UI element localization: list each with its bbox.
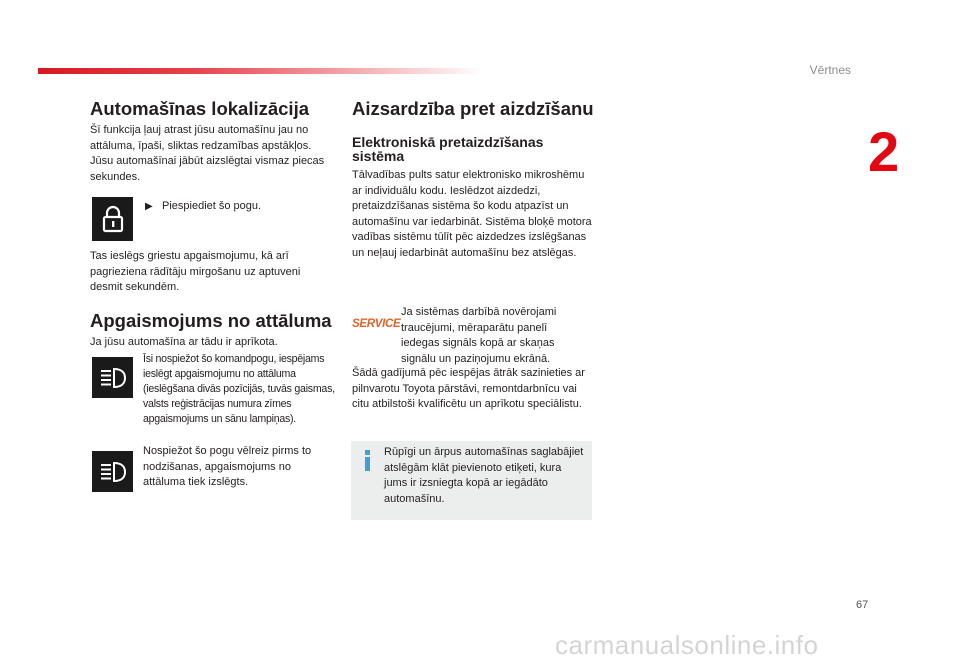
info-icon xyxy=(361,449,375,473)
header-accent-bar xyxy=(38,68,483,74)
locate-after: Tas ieslēgs griestu apgaismojumu, kā arī pagrieziena rādītāju mirgošanu uz aptuveni desmit sekundēm. xyxy=(90,250,301,293)
padlock-icon xyxy=(100,204,126,234)
anti-theft-title: Aizsardzība pret aizdzīšanu xyxy=(352,98,594,119)
section-label: Vērtnes xyxy=(809,63,851,77)
watermark: carmanualsonline.info xyxy=(555,630,819,660)
bullet-arrow-icon: ▶ xyxy=(145,201,153,212)
lighting-title: Apgaismojums no attāluma xyxy=(90,310,332,331)
lighting-intro: Ja jūsu automašīna ar tādu ir aprīkota. xyxy=(90,336,278,348)
info-box xyxy=(351,441,592,520)
headlight-button-icon xyxy=(92,357,133,398)
headlight-icon xyxy=(98,460,128,484)
chapter-number: 2 xyxy=(868,120,900,183)
lighting-step2: Nospiežot šo pogu vēlreiz pirms to nodzišanas, apgaismojums no attāluma tiek izslēgts. xyxy=(143,445,312,488)
lighting-step1: Īsi nospiežot šo komandpogu, iespējams ieslēgt apgaismojumu no attāluma (ieslēgšana divās pozīcijās, tuvās gaismas, valsts reģistrācijas numura zīmes apgaismojums un sānu lampiņas). xyxy=(143,353,335,425)
service-text: Ja sistēmas darbībā novērojami traucējumi, mēraparātu panelī iedegas signāls kopā ar skaņas signālu un paziņojumu ekrānā. xyxy=(401,306,557,365)
info-text: Rūpīgi un ārpus automašīnas saglabājiet atslēgām klāt pievienoto etiķeti, kura jums ir izsniegta kopā ar iegādāto automašīnu. xyxy=(384,446,584,505)
service-warning-icon: SERVICE xyxy=(352,318,401,330)
headlight-icon xyxy=(98,366,128,390)
locate-title: Automašīnas lokalizācija xyxy=(90,98,310,119)
page-number: 67 xyxy=(856,599,869,611)
anti-theft-subtitle: Elektroniskā pretaizdzīšanas sistēma xyxy=(352,134,544,164)
locate-intro: Šī funkcija ļauj atrast jūsu automašīnu jau no attāluma, īpaši, sliktas redzamības apstākļos. Jūsu automašīnai jābūt aizslēgtai vismaz piecas sekundes. xyxy=(90,124,325,183)
service-text-2: Šādā gadījumā pēc iespējas ātrāk sazinieties ar pilnvarotu Toyota pārstāvi, remontdarbnīcu vai citu atbilstoši kvalificētu un aprīkotu speciālistu. xyxy=(352,367,585,410)
anti-theft-body: Tālvadības pults satur elektronisko mikroshēmu ar individuālu kodu. Ieslēdzot aizdedzi, pretaizdzīšanas sistēma šo kodu atpazīst un automašīnu var iedarbināt. Sistēma bloķē motora vadības sistēmu tūlīt pēc aizdedzes izslēgšanas un neļauj iedarbināt automašīnu bez atslēgas. xyxy=(352,169,592,259)
headlight-button-icon-2 xyxy=(92,451,133,492)
locate-bullet: Piespiediet šo pogu. xyxy=(162,200,262,212)
lock-button-icon xyxy=(92,197,133,241)
